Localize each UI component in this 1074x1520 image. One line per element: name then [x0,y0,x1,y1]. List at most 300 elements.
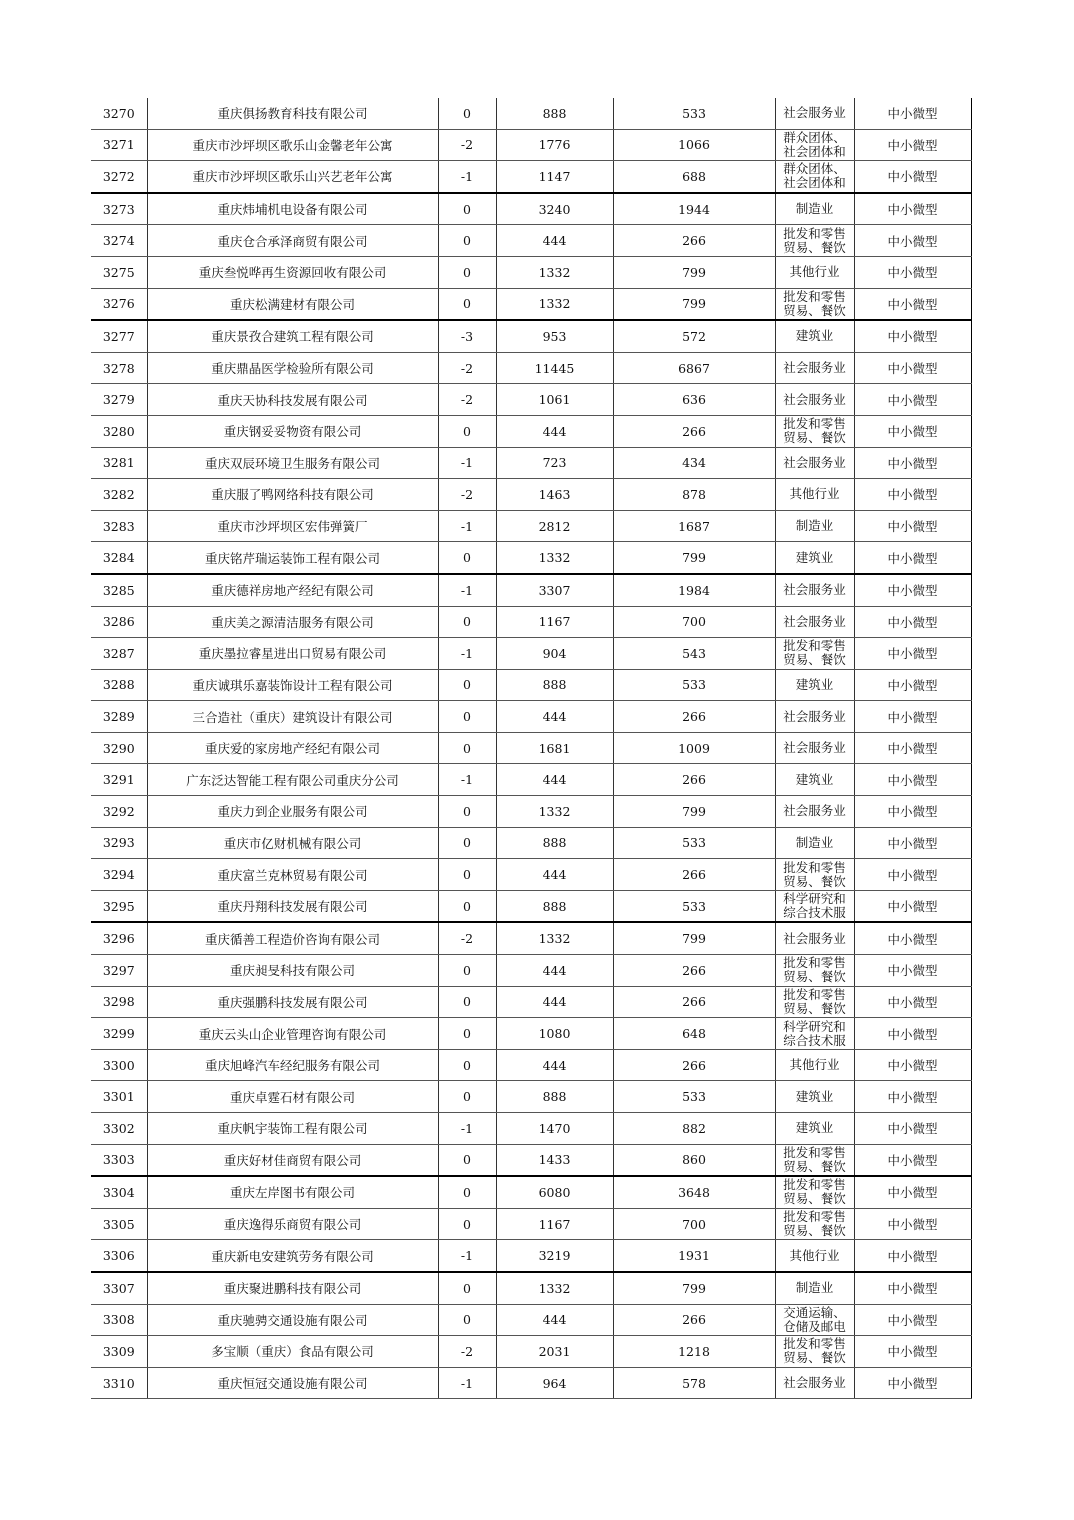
table-row [91,1049,971,1081]
company-name-cell: 重庆驰骋交通设施有限公司 [147,1304,438,1336]
amount-cell: 444 [496,701,613,733]
industry-cell [775,193,854,225]
company-name-cell: 重庆左岸图书有限公司 [147,1176,438,1208]
amount-cell: 888 [496,98,613,129]
industry-cell [775,352,854,384]
amount-cell: 3307 [496,574,613,606]
company-name-cell: 重庆墨拉睿星进出口贸易有限公司 [147,638,438,670]
refund-cell: 266 [613,1049,775,1081]
company-name-cell: 重庆服了鸭网络科技有限公司 [147,479,438,511]
table-row [91,320,971,352]
change-cell: 0 [438,415,496,447]
enterprise-size-cell: 中小微型 [854,1081,971,1113]
enterprise-size-cell: 中小微型 [854,447,971,479]
table-row [91,955,971,987]
industry-cell [775,796,854,828]
amount-cell: 444 [496,415,613,447]
industry-cell [775,859,854,891]
company-name-cell: 重庆好材佳商贸有限公司 [147,1144,438,1176]
row-id-cell: 3293 [91,827,147,859]
enterprise-size-cell: 中小微型 [854,129,971,161]
industry-label: 批发和零售贸易、餐饮 [783,289,846,318]
refund-cell: 266 [613,225,775,257]
amount-cell: 444 [496,859,613,891]
industry-cell [775,1144,854,1176]
amount-cell: 444 [496,225,613,257]
change-cell: 0 [438,193,496,225]
change-cell: 0 [438,890,496,922]
change-cell: 0 [438,669,496,701]
industry-cell [775,1081,854,1113]
enterprise-size-cell: 中小微型 [854,669,971,701]
row-id-cell: 3287 [91,638,147,670]
amount-cell: 888 [496,827,613,859]
row-id-cell: 3301 [91,1081,147,1113]
industry-cell [775,732,854,764]
row-id-cell: 3279 [91,384,147,416]
row-id-cell: 3298 [91,986,147,1018]
table-row [91,1113,971,1145]
amount-cell: 888 [496,890,613,922]
table-row [91,574,971,606]
table-row [91,732,971,764]
company-name-cell: 重庆云头山企业管理咨询有限公司 [147,1018,438,1050]
enterprise-size-cell: 中小微型 [854,161,971,193]
table-row [91,415,971,447]
row-id-cell: 3303 [91,1144,147,1176]
change-cell: -1 [438,1113,496,1145]
industry-cell [775,1208,854,1240]
row-id-cell: 3292 [91,796,147,828]
refund-cell: 533 [613,827,775,859]
change-cell: 0 [438,542,496,574]
refund-cell: 1944 [613,193,775,225]
enterprise-size-cell: 中小微型 [854,1144,971,1176]
table-row [91,1018,971,1050]
refund-cell: 1066 [613,129,775,161]
enterprise-size-cell: 中小微型 [854,1240,971,1272]
row-id-cell: 3278 [91,352,147,384]
table-row [91,193,971,225]
enterprise-size-cell: 中小微型 [854,352,971,384]
industry-label: 其他行业 [789,486,840,502]
table-row [91,1208,971,1240]
change-cell: 0 [438,98,496,129]
industry-label: 批发和零售贸易、餐饮 [783,955,846,985]
refund-cell: 578 [613,1367,775,1399]
company-name-cell: 重庆强鹏科技发展有限公司 [147,986,438,1018]
amount-cell: 888 [496,669,613,701]
change-cell: 0 [438,1208,496,1240]
industry-cell [775,1049,854,1081]
industry-cell [775,669,854,701]
amount-cell: 444 [496,1304,613,1336]
industry-label: 其他行业 [789,1247,840,1263]
industry-label: 批发和零售贸易、餐饮 [783,1336,846,1366]
change-cell: 0 [438,1018,496,1050]
company-name-cell: 重庆俱扬教育科技有限公司 [147,98,438,129]
table-row [91,827,971,859]
industry-label: 社会服务业 [783,803,846,819]
industry-label: 建筑业 [795,1120,834,1136]
company-name-cell: 重庆景孜合建筑工程有限公司 [147,320,438,352]
industry-cell [775,384,854,416]
industry-label: 社会服务业 [783,740,846,756]
change-cell: -2 [438,384,496,416]
row-id-cell: 3280 [91,415,147,447]
industry-cell [775,638,854,670]
amount-cell: 1776 [496,129,613,161]
amount-cell: 3240 [496,193,613,225]
table-row [91,606,971,638]
industry-cell [775,320,854,352]
industry-label: 社会服务业 [783,391,846,407]
company-name-cell: 重庆美之源清洁服务有限公司 [147,606,438,638]
industry-label: 建筑业 [795,676,834,692]
industry-cell [775,1336,854,1368]
change-cell: 0 [438,606,496,638]
industry-cell [775,225,854,257]
row-id-cell: 3283 [91,510,147,542]
row-id-cell: 3304 [91,1176,147,1208]
refund-cell: 572 [613,320,775,352]
industry-label: 其他行业 [789,264,840,280]
row-id-cell: 3310 [91,1367,147,1399]
industry-label: 社会服务业 [783,613,846,629]
industry-cell [775,542,854,574]
enterprise-size-cell: 中小微型 [854,859,971,891]
change-cell: 0 [438,1304,496,1336]
table-row [91,98,971,129]
enterprise-size-cell: 中小微型 [854,827,971,859]
company-name-cell: 重庆天协科技发展有限公司 [147,384,438,416]
company-name-cell: 重庆仓合承泽商贸有限公司 [147,225,438,257]
company-name-cell: 广东泛达智能工程有限公司重庆分公司 [147,764,438,796]
table-row [91,1304,971,1336]
amount-cell: 1332 [496,256,613,288]
industry-cell [775,922,854,954]
industry-cell [775,606,854,638]
refund-cell: 266 [613,859,775,891]
company-name-cell: 重庆帆宇装饰工程有限公司 [147,1113,438,1145]
change-cell: 0 [438,1272,496,1304]
industry-label: 社会服务业 [783,708,846,724]
enterprise-size-cell: 中小微型 [854,1049,971,1081]
amount-cell: 1332 [496,922,613,954]
company-name-cell: 重庆双辰环境卫生服务有限公司 [147,447,438,479]
table-row [91,669,971,701]
company-name-cell: 重庆市亿财机械有限公司 [147,827,438,859]
industry-label: 交通运输、仓储及邮电 [783,1305,846,1334]
company-name-cell: 重庆昶旻科技有限公司 [147,955,438,987]
company-name-cell: 重庆炜埔机电设备有限公司 [147,193,438,225]
table-row [91,859,971,891]
enterprise-size-cell: 中小微型 [854,890,971,922]
row-id-cell: 3305 [91,1208,147,1240]
refund-cell: 799 [613,922,775,954]
refund-cell: 533 [613,98,775,129]
enterprise-size-cell: 中小微型 [854,955,971,987]
row-id-cell: 3276 [91,288,147,320]
company-name-cell: 重庆富兰克林贸易有限公司 [147,859,438,891]
amount-cell: 1332 [496,542,613,574]
change-cell: 0 [438,732,496,764]
row-id-cell: 3285 [91,574,147,606]
industry-cell [775,1272,854,1304]
row-id-cell: 3302 [91,1113,147,1145]
industry-label: 制造业 [795,1280,834,1296]
refund-cell: 1218 [613,1336,775,1368]
refund-cell: 799 [613,1272,775,1304]
industry-label: 科学研究和综合技术服 [783,1019,846,1048]
industry-label: 制造业 [795,518,834,534]
refund-cell: 799 [613,256,775,288]
table-row [91,890,971,922]
change-cell: 0 [438,827,496,859]
refund-cell: 266 [613,764,775,796]
company-name-cell: 重庆力到企业服务有限公司 [147,796,438,828]
enterprise-size-cell: 中小微型 [854,732,971,764]
change-cell: -1 [438,638,496,670]
row-id-cell: 3290 [91,732,147,764]
amount-cell: 444 [496,986,613,1018]
refund-cell: 533 [613,669,775,701]
change-cell: -1 [438,1367,496,1399]
enterprise-size-cell: 中小微型 [854,638,971,670]
row-id-cell: 3300 [91,1049,147,1081]
row-id-cell: 3286 [91,606,147,638]
change-cell: 0 [438,1049,496,1081]
enterprise-size-cell: 中小微型 [854,796,971,828]
industry-label: 制造业 [795,834,834,850]
amount-cell: 1433 [496,1144,613,1176]
change-cell: -1 [438,447,496,479]
row-id-cell: 3296 [91,922,147,954]
enterprise-size-cell: 中小微型 [854,384,971,416]
amount-cell: 964 [496,1367,613,1399]
table-row [91,225,971,257]
amount-cell: 723 [496,447,613,479]
industry-cell [775,415,854,447]
refund-cell: 434 [613,447,775,479]
company-name-cell: 重庆逸得乐商贸有限公司 [147,1208,438,1240]
company-name-cell: 重庆旭峰汽车经纪服务有限公司 [147,1049,438,1081]
amount-cell: 1167 [496,1208,613,1240]
company-name-cell: 重庆钢妥妥物资有限公司 [147,415,438,447]
refund-cell: 882 [613,1113,775,1145]
row-id-cell: 3288 [91,669,147,701]
change-cell: 0 [438,986,496,1018]
amount-cell: 444 [496,955,613,987]
industry-label: 社会服务业 [783,454,846,470]
refund-cell: 700 [613,606,775,638]
row-id-cell: 3275 [91,256,147,288]
industry-cell [775,890,854,922]
enterprise-size-cell: 中小微型 [854,701,971,733]
industry-label: 建筑业 [795,549,834,565]
enterprise-size-cell: 中小微型 [854,320,971,352]
table-row [91,129,971,161]
enterprise-size-cell: 中小微型 [854,922,971,954]
table-row [91,447,971,479]
amount-cell: 11445 [496,352,613,384]
amount-cell: 1080 [496,1018,613,1050]
enterprise-size-cell: 中小微型 [854,574,971,606]
refund-cell: 266 [613,1304,775,1336]
row-id-cell: 3282 [91,479,147,511]
change-cell: -2 [438,922,496,954]
refund-cell: 266 [613,701,775,733]
amount-cell: 1332 [496,1272,613,1304]
industry-cell [775,986,854,1018]
industry-label: 批发和零售贸易、餐饮 [783,1209,846,1239]
table-body [91,98,971,1399]
refund-cell: 533 [613,890,775,922]
table-row [91,1081,971,1113]
industry-label: 批发和零售贸易、餐饮 [783,1145,846,1174]
company-name-cell: 重庆诚琪乐嘉装饰设计工程有限公司 [147,669,438,701]
enterprise-size-cell: 中小微型 [854,1336,971,1368]
company-name-cell: 重庆叁悦哗再生资源回收有限公司 [147,256,438,288]
change-cell: -1 [438,574,496,606]
enterprise-size-cell: 中小微型 [854,1018,971,1050]
company-name-cell: 多宝顺（重庆）食品有限公司 [147,1336,438,1368]
refund-cell: 688 [613,161,775,193]
change-cell: -2 [438,129,496,161]
industry-label: 建筑业 [795,328,834,344]
industry-cell [775,479,854,511]
table-row [91,986,971,1018]
industry-cell [775,1304,854,1336]
refund-cell: 799 [613,288,775,320]
refund-cell: 700 [613,1208,775,1240]
industry-label: 批发和零售贸易、餐饮 [783,987,846,1016]
enterprise-size-cell: 中小微型 [854,288,971,320]
change-cell: -1 [438,1240,496,1272]
industry-label: 制造业 [795,201,834,217]
enterprise-size-cell: 中小微型 [854,98,971,129]
row-id-cell: 3281 [91,447,147,479]
amount-cell: 3219 [496,1240,613,1272]
industry-cell [775,161,854,193]
industry-cell [775,827,854,859]
industry-label: 社会服务业 [783,582,846,598]
industry-cell [775,129,854,161]
amount-cell: 444 [496,1049,613,1081]
table-row [91,161,971,193]
change-cell: 0 [438,256,496,288]
change-cell: 0 [438,225,496,257]
industry-label: 批发和零售贸易、餐饮 [783,860,846,889]
amount-cell: 6080 [496,1176,613,1208]
industry-cell [775,701,854,733]
industry-label: 群众团体、社会团体和 [783,130,846,159]
industry-cell [775,256,854,288]
row-id-cell: 3274 [91,225,147,257]
enterprise-size-cell: 中小微型 [854,225,971,257]
industry-label: 批发和零售贸易、餐饮 [783,638,846,668]
change-cell: 0 [438,955,496,987]
change-cell: -3 [438,320,496,352]
company-name-cell: 重庆新电安建筑劳务有限公司 [147,1240,438,1272]
amount-cell: 1167 [496,606,613,638]
table-row [91,288,971,320]
company-name-cell: 三合造社（重庆）建筑设计有限公司 [147,701,438,733]
industry-label: 批发和零售贸易、餐饮 [783,1177,846,1207]
table-row [91,701,971,733]
refund-cell: 636 [613,384,775,416]
industry-cell [775,98,854,129]
table-row [91,256,971,288]
table-row [91,1367,971,1399]
industry-label: 社会服务业 [783,1375,846,1391]
enterprise-size-cell: 中小微型 [854,415,971,447]
row-id-cell: 3295 [91,890,147,922]
row-id-cell: 3307 [91,1272,147,1304]
company-name-cell: 重庆铭芹瑞运装饰工程有限公司 [147,542,438,574]
industry-label: 社会服务业 [783,360,846,376]
row-id-cell: 3272 [91,161,147,193]
table-row [91,542,971,574]
refund-cell: 860 [613,1144,775,1176]
table-row [91,1176,971,1208]
refund-cell: 6867 [613,352,775,384]
company-name-cell: 重庆卓霆石材有限公司 [147,1081,438,1113]
refund-cell: 1009 [613,732,775,764]
row-id-cell: 3308 [91,1304,147,1336]
enterprise-size-cell: 中小微型 [854,542,971,574]
table-row [91,479,971,511]
industry-cell [775,574,854,606]
enterprise-size-cell: 中小微型 [854,479,971,511]
refund-cell: 799 [613,542,775,574]
table-row [91,384,971,416]
industry-label: 批发和零售贸易、餐饮 [783,416,846,446]
row-id-cell: 3273 [91,193,147,225]
company-name-cell: 重庆丹翔科技发展有限公司 [147,890,438,922]
refund-cell: 266 [613,415,775,447]
amount-cell: 1147 [496,161,613,193]
amount-cell: 1332 [496,796,613,828]
company-name-cell: 重庆爱的家房地产经纪有限公司 [147,732,438,764]
refund-cell: 3648 [613,1176,775,1208]
amount-cell: 2812 [496,510,613,542]
change-cell: -2 [438,352,496,384]
enterprise-size-cell: 中小微型 [854,193,971,225]
table-row [91,1272,971,1304]
change-cell: -2 [438,1336,496,1368]
company-name-cell: 重庆市沙坪坝区歌乐山兴艺老年公寓 [147,161,438,193]
industry-label: 科学研究和综合技术服 [783,891,846,921]
amount-cell: 953 [496,320,613,352]
industry-cell [775,288,854,320]
enterprise-size-cell: 中小微型 [854,1208,971,1240]
company-name-cell: 重庆循善工程造价咨询有限公司 [147,922,438,954]
refund-cell: 799 [613,796,775,828]
industry-cell [775,1367,854,1399]
enterprise-size-cell: 中小微型 [854,986,971,1018]
amount-cell: 904 [496,638,613,670]
refund-cell: 543 [613,638,775,670]
row-id-cell: 3284 [91,542,147,574]
data-table [91,98,972,1399]
company-name-cell: 重庆德祥房地产经纪有限公司 [147,574,438,606]
industry-label: 社会服务业 [783,105,846,121]
refund-cell: 266 [613,955,775,987]
enterprise-size-cell: 中小微型 [854,1176,971,1208]
table-row [91,352,971,384]
row-id-cell: 3277 [91,320,147,352]
